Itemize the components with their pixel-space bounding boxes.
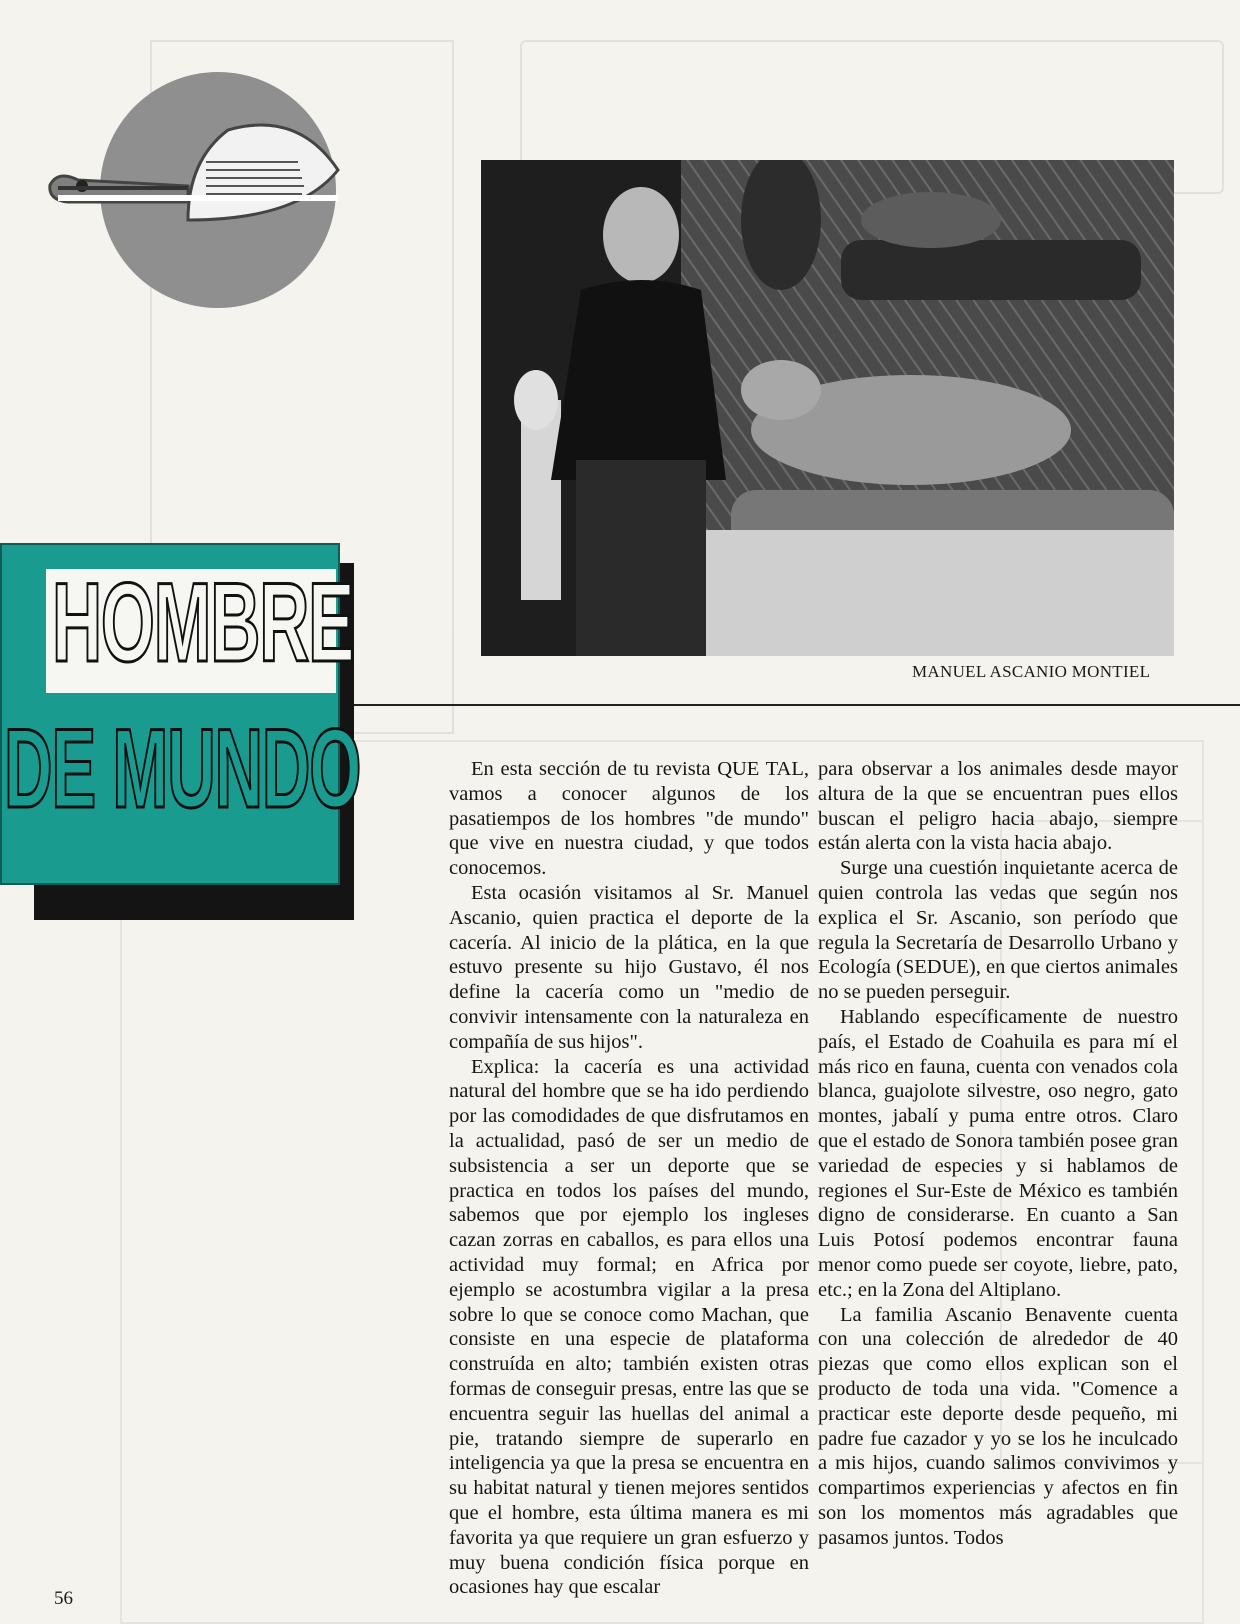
- paragraph: Hablando específicamente de nuestro país, el Estado de Coahuila es para mí el más rico en fauna, cuenta con venados cola blanca, guajolote silvestre, oso negro, gato montes, jabalí y puma entre otros. Claro que el estado de Sonora también posee gran variedad de especies y si hablamos de regiones el Sur-Este de México es también digno de considerarse. En cuanto a San Luis Potosí podemos encontrar fauna menor como puede ser coyote, liebre, pato, etc.; en la Zona del Altiplano.: [818, 1005, 1178, 1301]
- article-column-1: [449, 757, 809, 1600]
- paragraph: En esta sección de tu revista QUE TAL, vamos a conocer algunos de los pasatiempos de los hombres "de mundo" que vive en nuestra ciudad, y que todos conocemos.: [449, 758, 809, 880]
- article-column-2: [818, 757, 1178, 1551]
- paragraph: La familia Ascanio Benavente cuenta con una colección de alrededor de 40 piezas que como ellos explican son el producto de toda una vida. "Comence a practicar este deporte desde pequeño, mi padre fue cazador y yo se los he inculcado a mis hijos, cuando salimos convivimos y compartimos experiencias y afectos en fin son los momentos más agradables que pasamos juntos. Todos: [818, 1303, 1178, 1549]
- photo-scene: [481, 160, 1174, 656]
- page-number: 56: [54, 1588, 73, 1609]
- paragraph: Esta ocasión visitamos al Sr. Manuel Ascanio, quien practica el deporte de la cacería. Al inicio de la plática, en la que estuvo presente su hijo Gustavo, él nos define la cacería como un "medio de convivir intensamente con la naturaleza en compañía de sus hijos".: [449, 881, 809, 1053]
- portrait-photo: [481, 160, 1174, 656]
- title-line-2: DE MUNDO: [4, 706, 361, 831]
- magazine-logo: [38, 70, 368, 310]
- title-panel: [0, 543, 361, 885]
- paragraph: para observar a los animales desde mayor altura de la que se encuentran pues ellos buscan el peligro hacia abajo, siempre están alerta con la vista hacia abajo.: [818, 758, 1178, 855]
- title-line-1: HOMBRE: [52, 560, 354, 685]
- photo-caption: MANUEL ASCANIO MONTIEL: [912, 662, 1151, 681]
- paragraph: Explica: la cacería es una actividad natural del hombre que se ha ido perdiendo por las comodidades de que disfrutamos en la actualidad, pasó de ser un medio de subsistencia a ser un deporte que se practica en todos los países del mundo, sabemos que por ejemplo los ingleses cazan zorras en caballos, es para ellos una actividad muy formal; en Africa por ejemplo se acostumbra vigilar a la presa sobre lo que se conoce como Machan, que consiste en una especie de plataforma construída en alto; también existen otras formas de conseguir presas, entre las que se encuentra seguir las huellas del animal a pie, tratando siempre de superarlo en inteligencia ya que la presa se encuentra en su habitat natural y tienen mejores sentidos que el hombre, esta última manera es mi favorita ya que requiere un gran esfuerzo y muy buena condición física porque en ocasiones hay que escalar: [449, 1055, 809, 1599]
- title-block: [0, 543, 361, 920]
- paragraph: Surge una cuestión inquietante acerca de quien controla las vedas que según nos explica el Sr. Ascanio, son período que regula la Secretaría de Desarrollo Urbano y Ecología (SEDUE), en que ciertos animales no se pueden perseguir.: [818, 857, 1178, 1004]
